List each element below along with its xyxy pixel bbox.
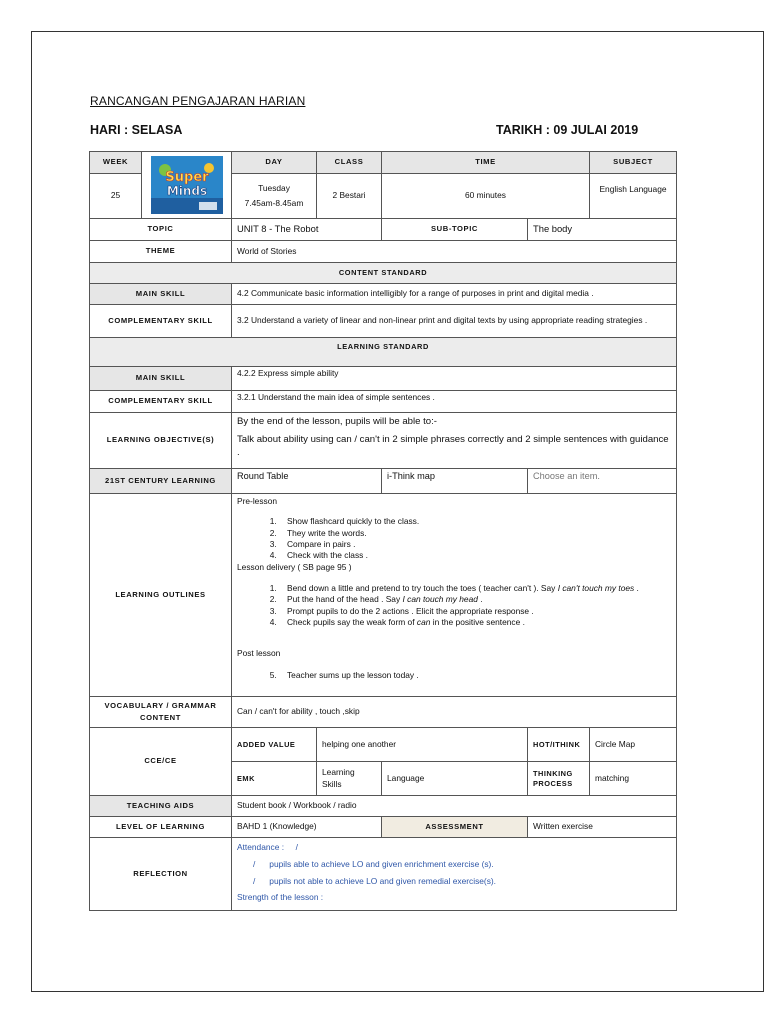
outlines-cell xyxy=(232,494,677,697)
day-value-cell xyxy=(232,174,317,219)
post-step: 5. Teacher sums up the lesson today . xyxy=(279,670,671,681)
delivery-step: 2. Put the hand of the head . Say I can touch my head . xyxy=(279,594,671,605)
vocab-label: VOCABULARY / GRAMMAR CONTENT xyxy=(90,697,232,728)
thinking-value: matching xyxy=(590,762,677,796)
emk-label: EMK xyxy=(232,762,317,796)
ls-comp-skill-label: COMPLEMENTARY SKILL xyxy=(90,391,232,413)
c21-choose-item[interactable]: Choose an item. xyxy=(528,469,677,494)
reflection-attendance: Attendance : / xyxy=(237,842,298,852)
objective-text: Talk about ability using can / can't in 2 simple phrases correctly and 2 simple sentences with guidance . xyxy=(237,433,669,458)
time-value: 60 minutes xyxy=(382,174,590,219)
pre-lesson-steps xyxy=(237,516,671,561)
theme-value: World of Stories xyxy=(232,241,677,263)
post-lesson-steps xyxy=(237,670,671,681)
lesson-plan-table xyxy=(89,151,677,911)
c21-ithink-map: i-Think map xyxy=(382,469,528,494)
delivery-heading: Lesson delivery ( SB page 95 ) xyxy=(237,561,352,572)
c21-label: 21ST CENTURY LEARNING xyxy=(90,469,232,494)
time-header: TIME xyxy=(382,152,590,174)
class-value: 2 Bestari xyxy=(317,174,382,219)
objective-label: LEARNING OBJECTIVE(S) xyxy=(90,413,232,469)
aids-value: Student book / Workbook / radio xyxy=(232,796,677,817)
cs-main-skill-value: 4.2 Communicate basic information intelligibly for a range of purposes in print and digital media . xyxy=(232,284,677,305)
outlines-label: LEARNING OUTLINES xyxy=(90,494,232,697)
assessment-label: ASSESSMENT xyxy=(382,817,528,838)
subtopic-label: SUB-TOPIC xyxy=(382,219,528,241)
delivery-steps xyxy=(237,583,671,628)
cs-comp-skill-label: COMPLEMENTARY SKILL xyxy=(90,305,232,338)
cs-main-skill-label: MAIN SKILL xyxy=(90,284,232,305)
book-cover-image xyxy=(151,156,223,214)
added-value: helping one another xyxy=(317,728,528,762)
reflection-strength: Strength of the lesson : xyxy=(237,892,324,903)
reflection-enrichment: / pupils able to achieve LO and given enrichment exercise (s). xyxy=(253,859,494,870)
cce-label: CCE/CE xyxy=(90,728,232,796)
logo-text-minds: Minds xyxy=(166,184,207,198)
day-value: Tuesday xyxy=(258,183,290,194)
aids-label: TEACHING AIDS xyxy=(90,796,232,817)
date-heading: TARIKH : 09 JULAI 2019 xyxy=(496,123,639,137)
objective-intro: By the end of the lesson, pupils will be able to:- xyxy=(237,416,437,427)
logo-text-super: Super xyxy=(164,170,209,185)
pre-step: 2. They write the words. xyxy=(279,528,671,539)
week-header: WEEK xyxy=(90,152,142,174)
topic-value: UNIT 8 - The Robot xyxy=(232,219,382,241)
reflection-remedial: / pupils not able to achieve LO and given remedial exercise(s). xyxy=(253,875,497,886)
post-lesson-heading: Post lesson xyxy=(237,648,281,659)
thinking-label: THINKING PROCESS xyxy=(528,762,590,796)
week-value: 25 xyxy=(90,174,142,219)
emk-learning-skills: Learning Skills xyxy=(317,762,382,796)
pre-lesson-heading: Pre-lesson xyxy=(237,496,278,506)
pre-step: 1. Show flashcard quickly to the class. xyxy=(279,516,671,527)
added-value-label: ADDED VALUE xyxy=(232,728,317,762)
vocab-value: Can / can't for ability , touch ,skip xyxy=(232,697,677,728)
ls-main-skill-value: 4.2.2 Express simple ability xyxy=(232,367,677,391)
hot-value: Circle Map xyxy=(590,728,677,762)
theme-label: THEME xyxy=(90,241,232,263)
book-cover-cell xyxy=(142,152,232,219)
pre-step: 3. Compare in pairs . xyxy=(279,539,671,550)
day-header: DAY xyxy=(232,152,317,174)
pre-step: 4. Check with the class . xyxy=(279,550,671,561)
emk-language: Language xyxy=(382,762,528,796)
reflection-cell xyxy=(232,838,677,911)
ls-main-skill-label: MAIN SKILL xyxy=(90,367,232,391)
hot-label: HOT/ITHINK xyxy=(528,728,590,762)
delivery-step: 4. Check pupils say the weak form of can in the positive sentence . xyxy=(279,617,671,628)
class-header: CLASS xyxy=(317,152,382,174)
delivery-step: 1. Bend down a little and pretend to try touch the toes ( teacher can't ). Say I can't touch my toes . xyxy=(279,583,671,594)
subject-header: SUBJECT xyxy=(590,152,677,174)
day-heading: HARI : SELASA xyxy=(90,123,183,137)
delivery-step: 3. Prompt pupils to do the 2 actions . Elicit the appropriate response . xyxy=(279,606,671,617)
ls-comp-skill-value: 3.2.1 Understand the main idea of simple sentences . xyxy=(232,391,677,413)
subtopic-value: The body xyxy=(528,219,677,241)
reflection-label: REFLECTION xyxy=(90,838,232,911)
day-time: 7.45am-8.45am xyxy=(244,197,304,208)
level-value: BAHD 1 (Knowledge) xyxy=(232,817,382,838)
document-title: RANCANGAN PENGAJARAN HARIAN xyxy=(90,94,306,108)
cs-comp-skill-value: 3.2 Understand a variety of linear and non-linear print and digital texts by using appropriate reading strategies . xyxy=(232,305,677,338)
learning-standard-band: LEARNING STANDARD xyxy=(90,338,677,367)
objective-cell xyxy=(232,413,677,469)
assessment-value: Written exercise xyxy=(528,817,677,838)
c21-round-table: Round Table xyxy=(232,469,382,494)
level-label: LEVEL OF LEARNING xyxy=(90,817,232,838)
topic-label: TOPIC xyxy=(90,219,232,241)
subject-value: English Language xyxy=(590,174,677,219)
content-standard-band: CONTENT STANDARD xyxy=(90,263,677,284)
